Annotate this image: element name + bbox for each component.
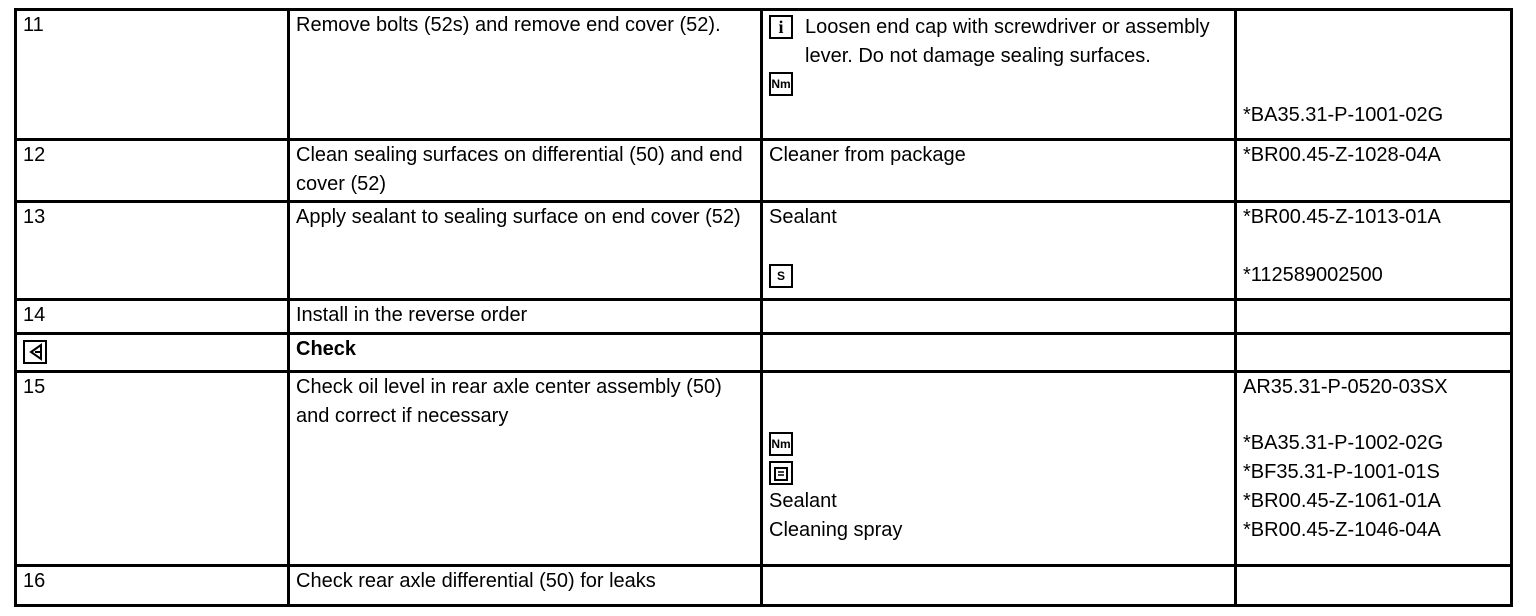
info-note: Loosen end cap with screwdriver or assembly lever. Do not damage sealing surfaces. [805, 16, 1210, 67]
step-ref [1236, 300, 1512, 334]
table-row-13 [16, 202, 1512, 300]
step-ref [1236, 140, 1512, 202]
step-number: 14 [16, 300, 289, 334]
operating-fluid-icon [769, 461, 793, 485]
step-ref [1236, 10, 1512, 140]
table-row-15 [16, 372, 1512, 566]
ref-link: *112589002500 [1243, 264, 1383, 286]
step-info: Cleaner from package [762, 140, 1236, 202]
table-row-check [16, 334, 1512, 372]
step-info: Sealant S [762, 202, 1236, 300]
ref-link: *BR00.45-Z-1046-04A [1243, 519, 1441, 541]
step-number: 11 [16, 10, 289, 140]
step-number [16, 334, 289, 372]
step-action: Check rear axle differential (50) for leaks [289, 566, 762, 606]
ref-link: AR35.31-P-0520-03SX [1243, 376, 1448, 398]
step-action: Check [289, 334, 762, 372]
torque-icon: Nm [769, 432, 793, 456]
ref-link: *BR00.45-Z-1028-04A [1243, 144, 1441, 166]
table-row-14 [16, 300, 1512, 334]
ref-link: *BA35.31-P-1001-02G [1243, 104, 1444, 126]
step-number: 15 [16, 372, 289, 566]
check-flag-icon [23, 340, 47, 364]
torque-icon: Nm [769, 72, 793, 96]
step-ref [1236, 566, 1512, 606]
step-number: 16 [16, 566, 289, 606]
step-action: Check oil level in rear axle center assembly (50) and correct if necessary [289, 372, 762, 566]
step-info [762, 566, 1236, 606]
step-number: 13 [16, 202, 289, 300]
table-row-11 [16, 10, 1512, 140]
procedure-table [14, 8, 1513, 607]
step-action: Remove bolts (52s) and remove end cover (52). [289, 10, 762, 140]
special-tool-icon: S [769, 264, 793, 288]
table-row-12 [16, 140, 1512, 202]
step-ref [1236, 334, 1512, 372]
ref-link: *BR00.45-Z-1061-01A [1243, 490, 1441, 512]
table-row-16 [16, 566, 1512, 606]
step-action: Clean sealing surfaces on differential (50) and end cover (52) [289, 140, 762, 202]
step-info [762, 300, 1236, 334]
step-ref [1236, 372, 1512, 566]
step-ref [1236, 202, 1512, 300]
ref-link: *BF35.31-P-1001-01S [1243, 461, 1440, 483]
ref-link: *BA35.31-P-1002-02G [1243, 432, 1444, 454]
step-number: 12 [16, 140, 289, 202]
step-info [762, 10, 1236, 140]
info-icon: i [769, 15, 793, 39]
step-info [762, 334, 1236, 372]
step-action: Install in the reverse order [289, 300, 762, 334]
step-info: Nm Sealant Cleaning spray [762, 372, 1236, 566]
ref-link: *BR00.45-Z-1013-01A [1243, 206, 1441, 228]
step-action: Apply sealant to sealing surface on end cover (52) [289, 202, 762, 300]
